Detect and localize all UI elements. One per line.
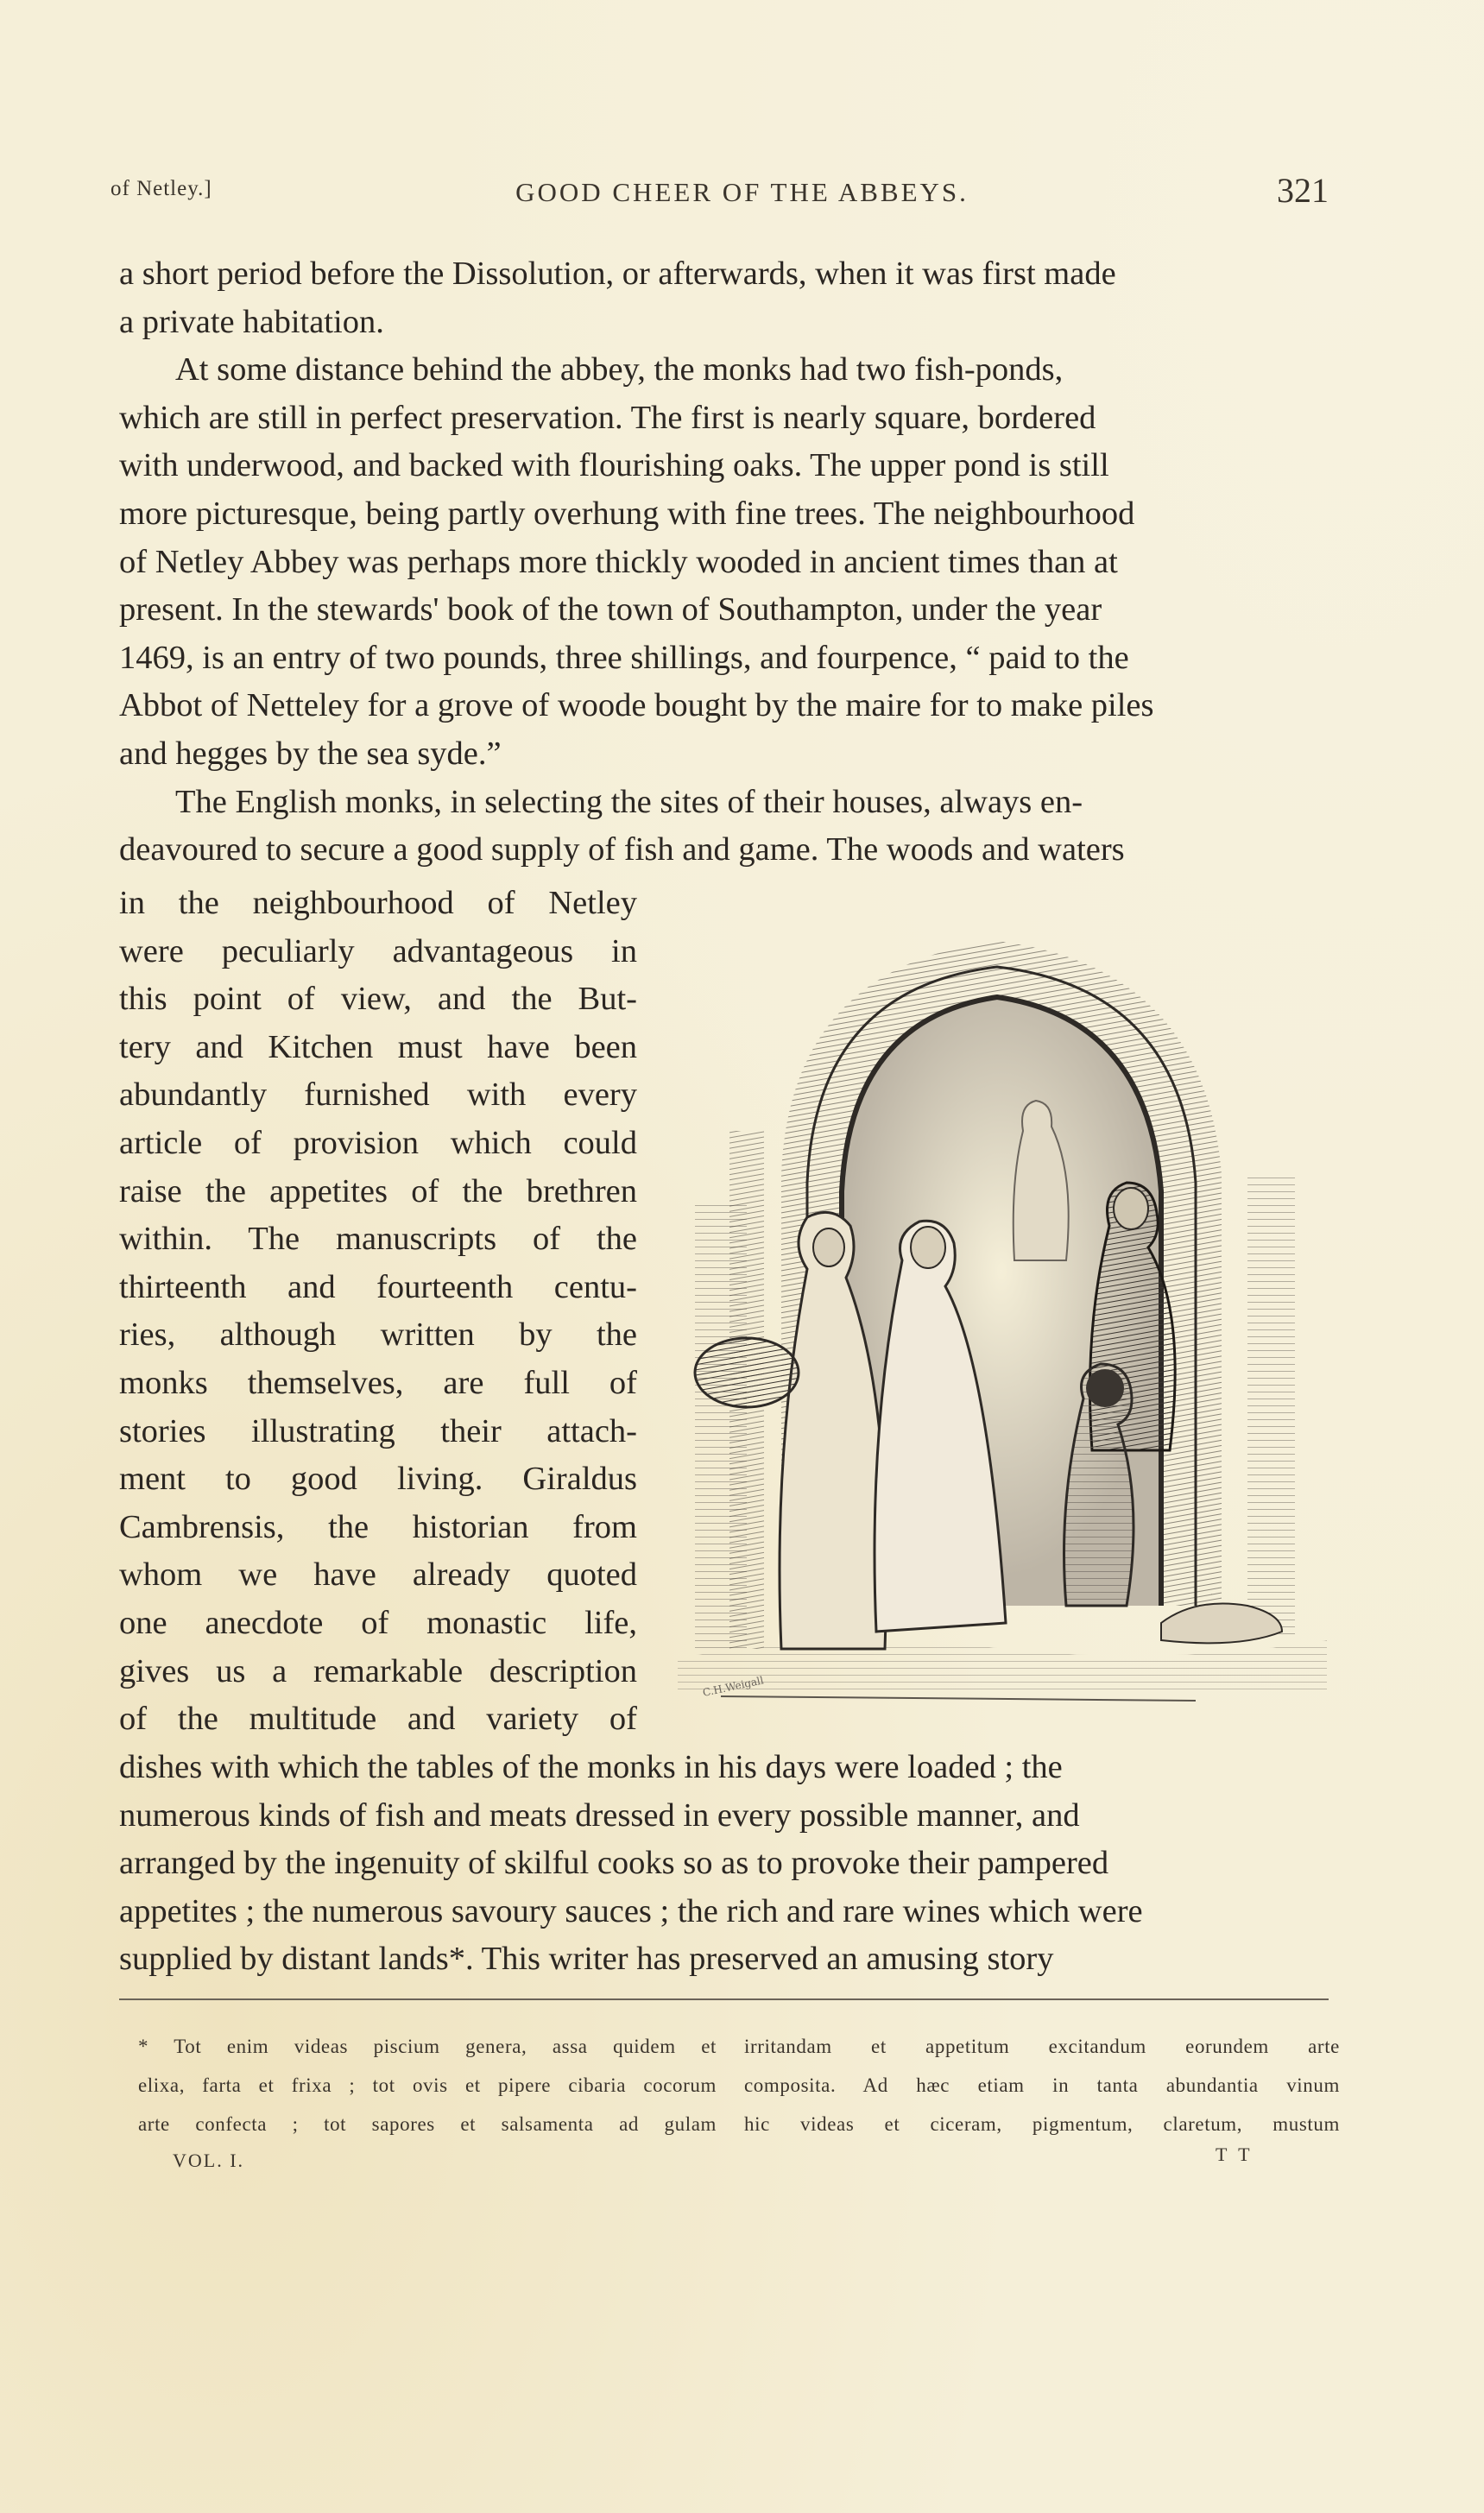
text-line: deavoured to secure a good supply of fish and game. The woods and waters	[119, 831, 1125, 868]
paragraph-4	[119, 1744, 1329, 1984]
footnote-right-column	[744, 2027, 1340, 2144]
text-line: were peculiarly advantageous in	[119, 932, 637, 969]
text-line: with underwood, and backed with flourishing oaks. The upper pond is still	[119, 447, 1109, 484]
text-line: whom we have already quoted	[119, 1556, 637, 1594]
text-line: and hegges by the sea syde.”	[119, 735, 502, 772]
text-line: dishes with which the tables of the monks in his days were loaded ; the	[119, 1749, 1063, 1785]
ground	[678, 1640, 1327, 1701]
text-line: article of provision which could	[119, 1124, 637, 1161]
footnote-line: hic videas et ciceram, pigmentum, claretum, mustum	[744, 2113, 1340, 2135]
text-line: monks themselves, are full of	[119, 1364, 637, 1401]
body-text-top	[119, 250, 1329, 874]
text-line: 1469, is an entry of two pounds, three shillings, and fourpence, “ paid to the	[119, 639, 1129, 676]
wrapped-text-column	[119, 880, 637, 1744]
text-line: within. The manuscripts of the	[119, 1221, 637, 1258]
sheet-signature: T T	[1216, 2144, 1254, 2165]
text-line: supplied by distant lands*. This writer has preserved an amusing story	[119, 1941, 1054, 1978]
footnote-line: irritandam et appetitum excitandum eorundem arte	[744, 2036, 1340, 2057]
footnote-line: composita. Ad hæc etiam in tanta abundantia vinum	[744, 2074, 1340, 2096]
artist-signature: C.H.Weigall	[701, 1674, 765, 1699]
text-line: The English monks, in selecting the sites of their houses, always en-	[175, 783, 1083, 820]
text-line: Abbot of Netteley for a grove of woode bought by the maire for to make piles	[119, 687, 1154, 724]
text-line: stories illustrating their attach-	[119, 1412, 637, 1449]
basket	[695, 1338, 799, 1407]
text-line: Cambrensis, the historian from	[119, 1508, 637, 1545]
text-line: this point of view, and the But-	[119, 981, 637, 1018]
footnote-left-column	[138, 2027, 717, 2144]
text-line: tery and Kitchen must have been	[119, 1028, 637, 1065]
text-line: abundantly furnished with every	[119, 1077, 637, 1114]
text-line: a short period before the Dissolution, or afterwards, when it was first made	[119, 256, 1116, 292]
text-line: arranged by the ingenuity of skilful cooks so as to provoke their pampered	[119, 1845, 1109, 1882]
text-line: At some distance behind the abbey, the monks had two fish-ponds,	[175, 351, 1064, 388]
footnote-line: * Tot enim videas piscium genera, assa quidem et	[138, 2036, 717, 2057]
text-line: numerous kinds of fish and meats dressed in every possible manner, and	[119, 1796, 1080, 1834]
paragraph-2	[119, 346, 1329, 778]
text-line: more picturesque, being partly overhung with fine trees. The neighbourhood	[119, 495, 1135, 532]
footnote-rule	[119, 1998, 1329, 2000]
text-line: ries, although written by the	[119, 1316, 637, 1354]
text-line: gives us a remarkable description	[119, 1652, 637, 1689]
text-line: one anecdote of monastic life,	[119, 1604, 637, 1641]
volume-signature: VOL. I.	[173, 2150, 245, 2171]
text-line: thirteenth and fourteenth centu-	[119, 1268, 637, 1305]
text-line: ment to good living. Giraldus	[119, 1461, 637, 1498]
paragraph-3	[119, 779, 1329, 874]
text-line: of Netley Abbey was perhaps more thickly wooded in ancient times than at	[119, 543, 1118, 580]
running-head-title: GOOD CHEER OF THE ABBEYS.	[515, 177, 969, 207]
paragraph-1	[119, 250, 1329, 346]
text-line: of the multitude and variety of	[119, 1701, 637, 1738]
text-line: in the neighbourhood of Netley	[119, 885, 637, 921]
page-number: 321	[1277, 171, 1329, 210]
text-line: raise the appetites of the brethren	[119, 1172, 637, 1209]
footnote-line: arte confecta ; tot sapores et salsamenta ad gulam	[138, 2113, 717, 2135]
text-line: present. In the stewards' book of the town of Southampton, under the year	[119, 591, 1102, 628]
text-line: appetites ; the numerous savoury sauces ; the rich and rare wines which were	[119, 1892, 1143, 1929]
text-line: a private habitation.	[119, 303, 384, 340]
engraving-illustration	[678, 915, 1327, 1722]
running-head-left: of Netley.]	[111, 177, 212, 200]
text-line: which are still in perfect preservation. The first is nearly square, bordered	[119, 399, 1096, 436]
body-text-bottom	[119, 1744, 1329, 1984]
footnote-line: elixa, farta et frixa ; tot ovis et pipere cibaria cocorum	[138, 2074, 717, 2096]
